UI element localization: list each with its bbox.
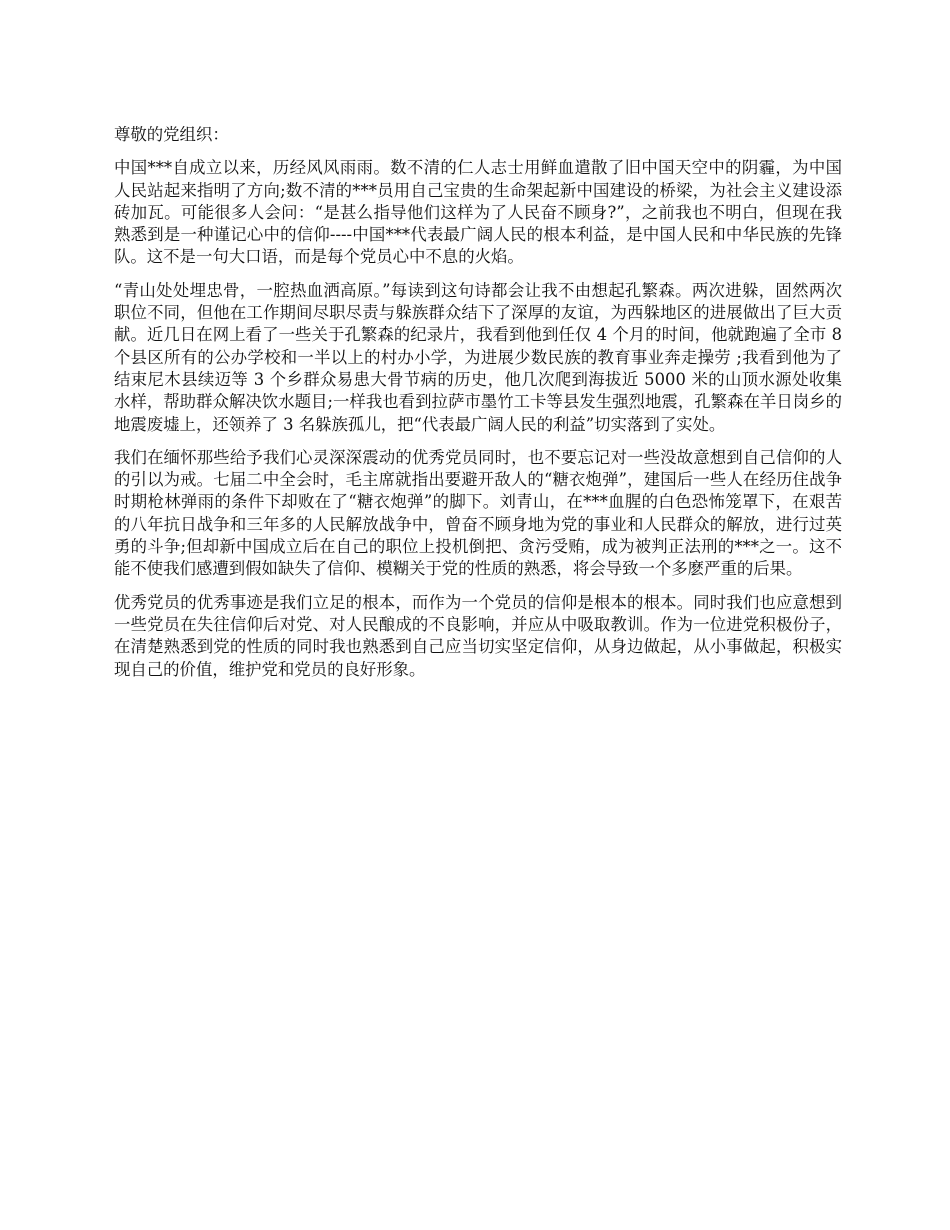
salutation: 尊敬的党组织： <box>114 125 229 144</box>
document-body <box>114 124 842 692</box>
paragraph-2: “青山处处埋忠骨，一腔热血洒高原。”每读到这句诗都会让我不由想起孔繁森。两次进躲，固然两次职位不同，但他在工作期间尽职尽责与躲族群众结下了深厚的友谊，为西躲地区的进展做出了巨大贡献。近几日在网上看了一些关于孔繁森的纪录片，我看到他到任仅 4 个月的时间，他就跑遍了全市 8 个县区所有的公办学校和一半以上的村办小学，为进展少数民族的教育事业奔走操劳 ;我看到他为了结束尼木县续迈等 3 个乡群众易患大骨节病的历史，他几次爬到海拔近 5000 米的山顶水源处收集水样，帮助群众解决饮水题目;一样我也看到拉萨市墨竹工卡等县发生强烈地震，孔繁森在羊日岗乡的地震废墟上，还领养了 3 名躲族孤儿，把“代表最广阔人民的利益”切实落到了实处。 <box>114 280 842 434</box>
paragraph-4: 优秀党员的优秀事迹是我们立足的根本，而作为一个党员的信仰是根本的根本。同时我们也应意想到一些党员在失往信仰后对党、对人民酿成的不良影响，并应从中吸取教训。作为一位进党积极份子，在清楚熟悉到党的性质的同时我也熟悉到自己应当切实坚定信仰，从身边做起，从小事做起，积极实现自己的价值，维护党和党员的良好形象。 <box>114 592 842 679</box>
paragraph-1: 中国***自成立以来，历经风风雨雨。数不清的仁人志士用鲜血遣散了旧中国天空中的阴霾，为中国人民站起来指明了方向;数不清的***员用自己宝贵的生命架起新中国建设的桥梁，为社会主义建设添砖加瓦。可能很多人会问：“是甚么指导他们这样为了人民奋不顾身?”，之前我也不明白，但现在我熟悉到是一种谨记心中的信仰----中国***代表最广阔人民的根本利益，是中国人民和中华民族的先锋队。这不是一句大口语，而是每个党员心中不息的火焰。 <box>114 158 842 267</box>
paragraph-3: 我们在缅怀那些给予我们心灵深深震动的优秀党员同时，也不要忘记对一些没故意想到自己信仰的人的引以为戒。七届二中全会时，毛主席就指出要避开敌人的“糖衣炮弹”，建国后一些人在经历住战争时期枪林弹雨的条件下却败在了“糖衣炮弹”的脚下。刘青山，在***血腥的白色恐怖笼罩下，在艰苦的八年抗日战争和三年多的人民解放战争中，曾奋不顾身地为党的事业和人民群众的解放，进行过英勇的斗争;但却新中国成立后在自己的职位上投机倒把、贪污受贿，成为被判正法刑的***之一。这不能不使我们感遭到假如缺失了信仰、模糊关于党的性质的熟悉，将会导致一个多麽严重的后果。 <box>114 447 842 579</box>
